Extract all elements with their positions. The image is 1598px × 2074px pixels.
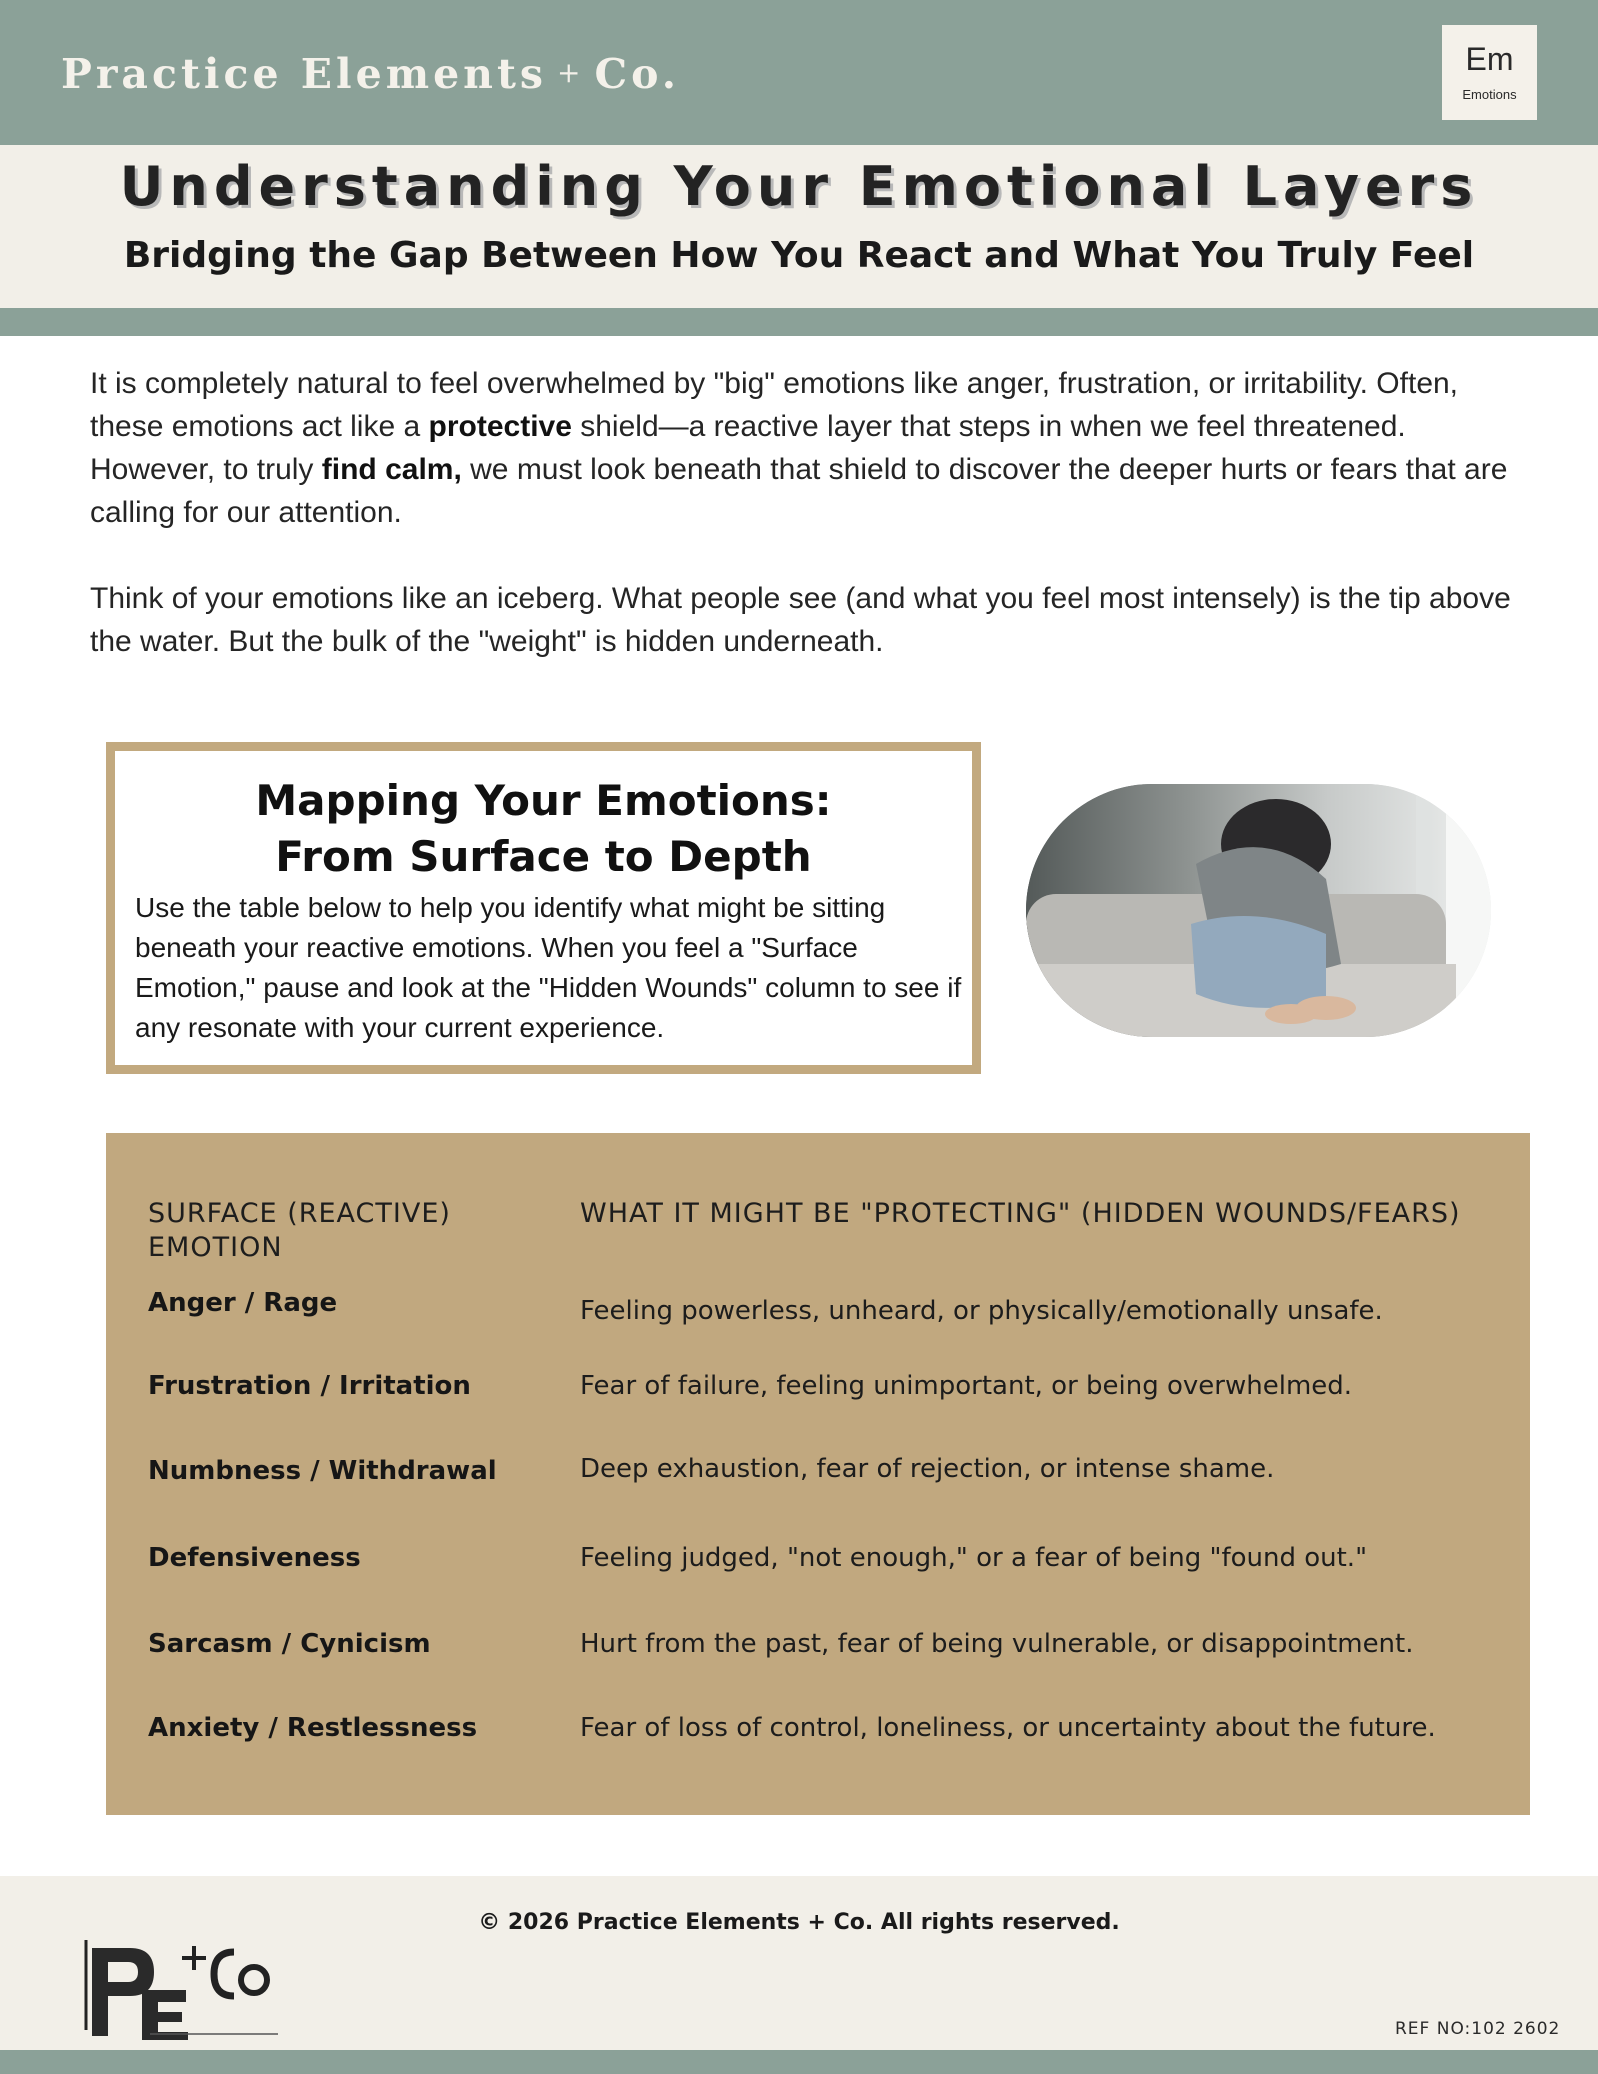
person-photo (1026, 784, 1491, 1037)
table-row (106, 1288, 1530, 1328)
footer (0, 1876, 1598, 2050)
column-header-hidden: WHAT IT MIGHT BE "PROTECTING" (HIDDEN WOUNDS/FEARS) (580, 1198, 1461, 1229)
badge-label: Emotions (1462, 87, 1517, 102)
intro-paragraph-2: Think of your emotions like an iceberg. What people see (and what you feel most intensely) is the tip above the water. But the bulk of the "weight" is hidden underneath. (90, 582, 1511, 658)
intro-text (90, 362, 1520, 706)
brand-plus: + (557, 56, 585, 89)
page-subtitle: Bridging the Gap Between How You React and What You Truly Feel (123, 235, 1475, 276)
hidden-wound: Deep exhaustion, fear of rejection, or intense shame. (580, 1454, 1275, 1484)
header-band (0, 0, 1598, 145)
person-illustration (1026, 784, 1491, 1037)
emphasis-find-calm: find calm, (321, 453, 462, 486)
table-row (106, 1629, 1530, 1669)
emotions-badge (1442, 25, 1537, 120)
brand-text: Practice Elements (61, 50, 548, 98)
bottom-band (0, 2050, 1598, 2074)
table-row (106, 1713, 1530, 1753)
table-row (106, 1371, 1530, 1411)
page-title: Understanding Your Emotional Layers (119, 155, 1479, 218)
table-row (106, 1456, 1530, 1496)
reference-number: REF NO:102 2602 (1395, 2019, 1561, 2039)
surface-emotion: Anger / Rage (148, 1288, 338, 1318)
copyright-text: © 2026 Practice Elements + Co. All rights reserved. (478, 1910, 1120, 1935)
brand-suffix: Co. (594, 50, 681, 98)
emphasis-protective: protective (428, 410, 572, 443)
hidden-wound: Feeling judged, "not enough," or a fear of being "found out." (580, 1543, 1368, 1573)
badge-symbol: Em (1465, 41, 1514, 77)
column-header-surface: SURFACE (REACTIVE) EMOTION (148, 1198, 451, 1263)
surface-emotion: Sarcasm / Cynicism (148, 1629, 431, 1659)
emotions-table (106, 1133, 1530, 1815)
mapping-instructions: Use the table below to help you identify what might be sitting beneath your reactive emotions. When you feel a "Surface Emotion," pause and look at the "Hidden Wounds" column to see if any resonate with your current experience. (135, 892, 962, 1043)
pe-co-logo (82, 1928, 282, 2040)
mapping-heading: Mapping Your Emotions: From Surface to Depth (255, 776, 832, 881)
hidden-wound: Fear of loss of control, loneliness, or uncertainty about the future. (580, 1713, 1436, 1743)
surface-emotion: Anxiety / Restlessness (148, 1713, 478, 1743)
mapping-callout-box (106, 742, 981, 1074)
title-band (0, 145, 1598, 308)
intro-paragraph-1: It is completely natural to feel overwhelmed by "big" emotions like anger, frustration, or irritability. Often, these emotions act like a protective shield—a reactive layer that steps in when we feel threatened. However, to truly find calm, we must look beneath that shield to discover the deeper hurts or fears that are calling for our attention. (90, 367, 1508, 529)
hidden-wound: Fear of failure, feeling unimportant, or being overwhelmed. (580, 1371, 1353, 1401)
hidden-wound: Feeling powerless, unheard, or physically/emotionally unsafe. (580, 1296, 1383, 1326)
surface-emotion: Frustration / Irritation (148, 1371, 471, 1401)
brand-name (61, 50, 680, 98)
table-row (106, 1543, 1530, 1583)
divider-band (0, 308, 1598, 336)
surface-emotion: Defensiveness (148, 1543, 361, 1573)
surface-emotion: Numbness / Withdrawal (148, 1456, 497, 1486)
hidden-wound: Hurt from the past, fear of being vulnerable, or disappointment. (580, 1629, 1414, 1659)
